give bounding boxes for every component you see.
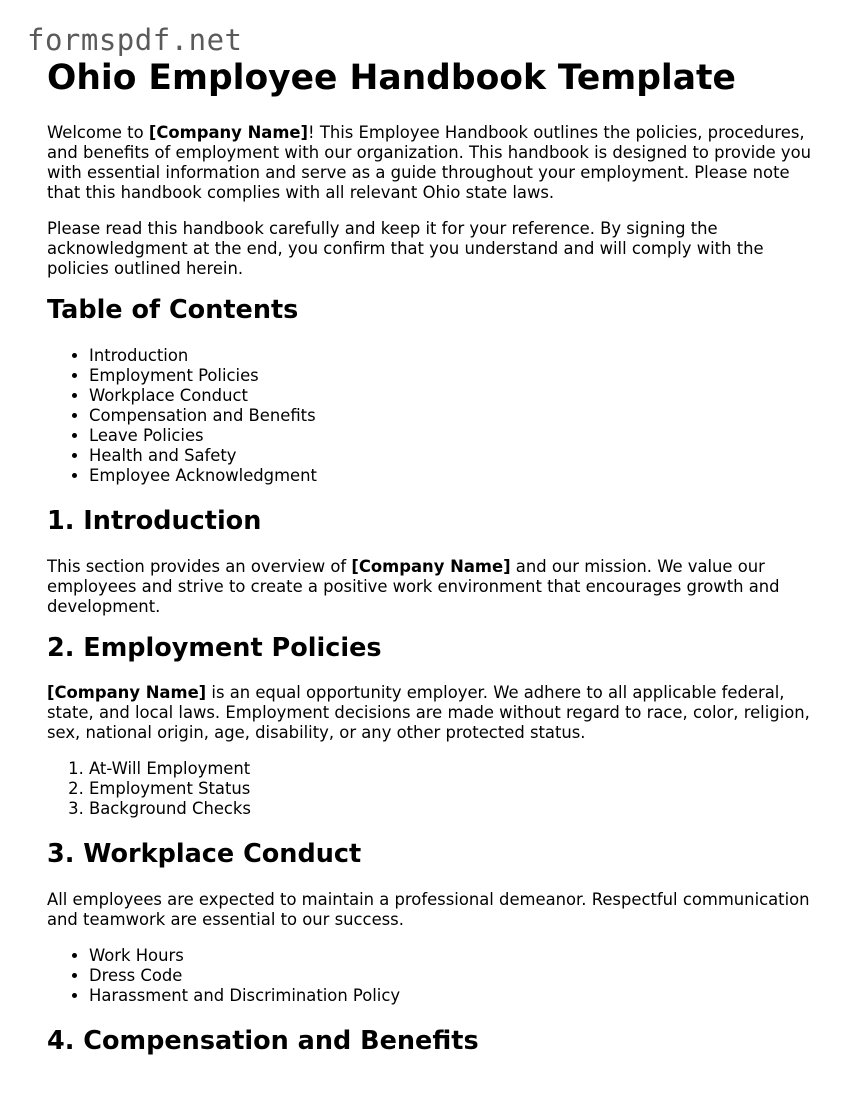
section-heading-introduction: 1. Introduction (47, 505, 262, 536)
conduct-item: • Dress Code (89, 966, 817, 986)
intro-text-post: ! This Employee Handbook outlines the policies, procedures, and benefits of employment with our organization. This handbook is designed to provide you with essential information and serve as a guide throughout your employment. Please note that this handbook complies with all relevant Ohio state laws. (47, 123, 812, 203)
section-heading-compensation: 4. Compensation and Benefits (47, 1025, 479, 1056)
toc-item: • Employment Policies (89, 366, 817, 386)
intro-text-pre: Welcome to (47, 123, 149, 143)
company-name-placeholder: [Company Name] (148, 123, 309, 143)
toc-list (47, 346, 817, 486)
conduct-item: • Work Hours (89, 946, 817, 966)
toc-item: • Workplace Conduct (89, 386, 817, 406)
conduct-paragraph: All employees are expected to maintain a professional demeanor. Respectful communication and teamwork are essential to our success. (47, 889, 810, 929)
company-name-placeholder: [Company Name] (47, 683, 207, 703)
toc-heading: Table of Contents (47, 295, 299, 326)
toc-item: • Health and Safety (89, 446, 817, 466)
workplace-conduct-list (47, 946, 817, 1006)
employment-policy-item: 3. Background Checks (89, 799, 817, 819)
watermark: formspdf.net (27, 23, 243, 57)
employment-text-post: is an equal opportunity employer. We adhere to all applicable federal, state, and local laws. Employment decisions are made without regard to race, color, religion, sex, national origin, age, disability, or any other protected status. (47, 683, 810, 743)
toc-item: • Employee Acknowledgment (89, 466, 817, 486)
introduction-paragraph (47, 557, 817, 617)
introduction-text-post: and our mission. We value our employees and strive to create a positive work environment that encourages growth and development. (47, 556, 780, 616)
company-name-placeholder: [Company Name] (351, 556, 511, 576)
employment-policies-list (47, 759, 817, 819)
employment-policy-item: 1. At-Will Employment (89, 759, 817, 779)
intro-paragraph-2: Please read this handbook carefully and keep it for your reference. By signing the acknowledgment at the end, you confirm that you understand and will comply with the policies outlined herein. (47, 219, 764, 279)
section-heading-employment-policies: 2. Employment Policies (47, 632, 382, 663)
section-heading-workplace-conduct: 3. Workplace Conduct (47, 839, 362, 870)
employment-policy-item: 2. Employment Status (89, 779, 817, 799)
conduct-item: • Harassment and Discrimination Policy (89, 986, 817, 1006)
introduction-text-pre: This section provides an overview of (47, 556, 352, 576)
employment-paragraph (47, 683, 817, 743)
toc-item: • Compensation and Benefits (89, 406, 817, 426)
toc-item: • Introduction (89, 346, 817, 366)
intro-paragraph-1 (47, 123, 817, 203)
document-page (47, 58, 817, 1076)
toc-item: • Leave Policies (89, 426, 817, 446)
document-title: Ohio Employee Handbook Template (47, 58, 736, 98)
